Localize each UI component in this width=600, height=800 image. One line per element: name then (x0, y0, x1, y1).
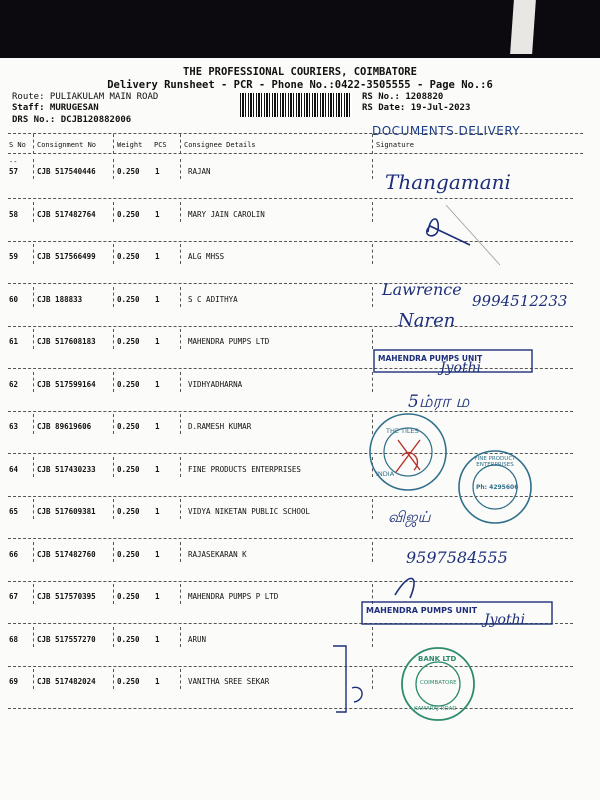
rs-number: RS No.: 1208820 (362, 92, 444, 102)
cell-sno: 69 (9, 677, 19, 686)
pencil-stroke (446, 205, 500, 265)
mahendra-stamp-text-2: MAHENDRA PUMPS UNIT (366, 606, 478, 615)
cell-sno: 67 (9, 592, 19, 601)
cell-wt: 0.250 (117, 209, 140, 219)
india-stamp-text: INDIA (376, 470, 395, 478)
col-header-consignee: Consignee Details (184, 141, 256, 149)
mahendra-stamp-text: MAHENDRA PUMPS UNIT (378, 354, 483, 363)
cell-consignee: ARUN (188, 634, 207, 644)
rs-date: RS Date: 19-Jul-2023 (362, 103, 471, 113)
cell-cn: CJB 517609381 (37, 507, 96, 516)
cell-cn: CJB 517557270 (37, 634, 96, 644)
jyothi-signature: Jyothi (440, 360, 482, 376)
cell-wt: 0.250 (117, 507, 140, 516)
cell-sno: 61 (9, 337, 19, 346)
cell-consignee: D.RAMESH KUMAR (188, 422, 252, 431)
cell-wt: 0.250 (117, 422, 140, 431)
col-header-sno: S No (9, 141, 26, 149)
cell-sno: 60 (9, 294, 19, 304)
signature-row-57: Thangamani (385, 170, 511, 194)
cell-cn: CJB 188833 (37, 294, 83, 304)
cell-pcs: 1 (155, 464, 160, 474)
cell-wt: 0.250 (117, 337, 140, 346)
cell-wt: 0.250 (117, 677, 140, 686)
col-header-pcs: PCS (154, 141, 167, 149)
documents-delivery-stamp: DOCUMENTS DELIVERY (372, 124, 521, 138)
cell-cn: CJB 517608183 (37, 337, 96, 346)
cell-cn: CJB 517430233 (37, 464, 96, 474)
fine-stamp-text: FINE PRODUCT ENTERPRISES (474, 456, 516, 468)
bracket-mark (333, 646, 346, 712)
cell-pcs: 1 (155, 422, 160, 431)
cell-cn: CJB 517482024 (37, 677, 96, 686)
route-label: Route: PULIAKULAM MAIN ROAD (12, 92, 159, 102)
cell-sno: 64 (9, 464, 19, 474)
col-header-signature: Signature (376, 141, 414, 149)
cell-pcs: 1 (155, 549, 160, 559)
cell-sno: 62 (9, 379, 19, 389)
bank-stamp-city: COIMBATORE (420, 680, 457, 686)
cell-pcs: 1 (155, 379, 160, 389)
cell-consignee: VANITHA SREE SEKAR (188, 677, 270, 686)
bank-stamp-text: BANK LTD (418, 655, 457, 663)
cell-pcs: 1 (155, 294, 160, 304)
cell-pcs: 1 (155, 167, 160, 176)
cell-pcs: 1 (155, 252, 160, 261)
cell-cn: CJB 517570395 (37, 592, 96, 601)
staff-label: Staff: MURUGESAN (12, 103, 99, 113)
cell-pcs: 1 (155, 209, 160, 219)
cell-wt: 0.250 (117, 294, 140, 304)
cell-cn: CJB 517540446 (37, 167, 96, 176)
signature-row-66-phone: 9597584555 (406, 548, 508, 567)
cell-consignee: MAHENDRA PUMPS LTD (188, 337, 270, 346)
cell-sno: 65 (9, 507, 19, 516)
cell-sno: 63 (9, 422, 19, 431)
cell-wt: 0.250 (117, 549, 140, 559)
cell-sno: 57 (9, 167, 19, 176)
signature-scribble-67 (395, 578, 414, 598)
bank-stamp-branch: KAMARAJ ROAD (414, 706, 457, 712)
cell-consignee: FINE PRODUCTS ENTERPRISES (188, 464, 301, 474)
cell-consignee: RAJASEKARAN K (188, 549, 247, 559)
signature-row-60-name: Lawrence (382, 280, 462, 299)
tiles-stamp-text: THE TILES (386, 427, 419, 435)
bracket-curl (352, 687, 362, 702)
cell-sno: 66 (9, 549, 19, 559)
cell-consignee: S C ADITHYA (188, 294, 238, 304)
col-header-weight: Weight (117, 141, 143, 149)
cell-pcs: 1 (155, 677, 160, 686)
cell-pcs: 1 (155, 507, 160, 516)
cell-wt: 0.250 (117, 252, 140, 261)
cell-cn: CJB 517482764 (37, 209, 96, 219)
jyothi-signature-2: Jyothi (484, 612, 526, 628)
cell-consignee: ALG MHSS (188, 252, 225, 261)
signature-row-65: விஜய் (388, 508, 431, 526)
cell-consignee: VIDHYADHARNA (188, 379, 243, 389)
col-header-consignment: Consignment No (37, 141, 97, 149)
signature-scribble-58 (427, 219, 470, 245)
signature-row-62: 5ம்ரா ம (408, 392, 470, 412)
cell-cn: CJB 517566499 (37, 252, 96, 261)
cell-cn: CJB 517599164 (37, 379, 96, 389)
cell-wt: 0.250 (117, 592, 140, 601)
company-title: THE PROFESSIONAL COURIERS, COIMBATORE (183, 66, 417, 78)
cell-sno: 68 (9, 634, 19, 644)
cell-wt: 0.250 (117, 634, 140, 644)
tiles-stamp-signature (396, 440, 420, 472)
cell-pcs: 1 (155, 634, 160, 644)
runsheet-title: Delivery Runsheet - PCR - Phone No.:0422-3505555 - Page No.:6 (107, 79, 493, 91)
cell-pcs: 1 (155, 592, 160, 601)
cell-wt: 0.250 (117, 464, 140, 474)
signature-row-60-second: Naren (398, 310, 456, 331)
signature-row-60-phone: 9994512233 (472, 292, 568, 310)
cell-sno: 59 (9, 252, 19, 261)
cell-pcs: 1 (155, 337, 160, 346)
cell-cn: CJB 89619606 (37, 422, 92, 431)
cell-wt: 0.250 (117, 379, 140, 389)
cell-sno: 58 (9, 209, 19, 219)
cell-consignee: RAJAN (188, 167, 211, 176)
cell-consignee: MAHENDRA PUMPS P LTD (188, 592, 279, 601)
fine-stamp-phone: Ph: 4295606 (476, 484, 519, 491)
cell-cn: CJB 517482760 (37, 549, 96, 559)
cell-wt: 0.250 (117, 167, 140, 176)
cell-consignee: VIDYA NIKETAN PUBLIC SCHOOL (188, 507, 310, 516)
cell-consignee: MARY JAIN CAROLIN (188, 209, 265, 219)
dash-marker: -- (9, 158, 18, 166)
drs-number: DRS No.: DCJB120882006 (12, 115, 132, 125)
